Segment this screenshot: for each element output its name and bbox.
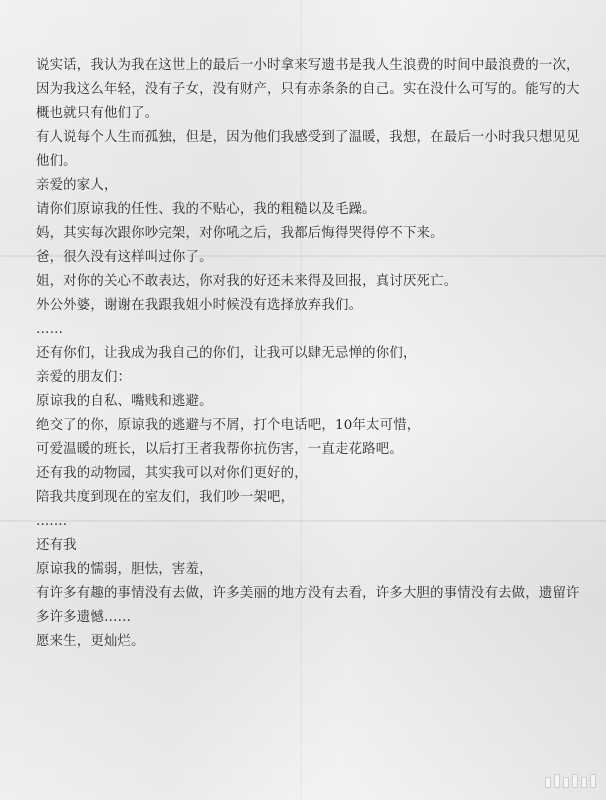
letter-line: 绝交了的你，原谅我的逃避与不屑，打个电话吧，10年太可惜，: [36, 418, 421, 433]
letter-line: 因为我这么年轻，没有子女，没有财产，只有赤条条的自己。实在没什么可写的。能写的大: [36, 82, 580, 97]
letter-line: 陪我共度到现在的室友们，我们吵一架吧，: [36, 490, 295, 505]
letter-line: ……: [36, 322, 64, 337]
letter-line: 原谅我的自私、嘴贱和逃避。: [36, 394, 213, 409]
watermark-bar: [581, 777, 587, 788]
letter-line: 姐，对你的关心不敢表达，你对我的好还未来得及回报，真讨厌死亡。: [36, 274, 458, 289]
letter-line: 外公外婆，谢谢在我跟我姐小时候没有选择放弃我们。: [36, 298, 363, 313]
letter-line: 妈，其实每次跟你吵完架，对你吼之后，我都后悔得哭得停不下来。: [36, 226, 444, 241]
letter-line: 概也就只有他们了。: [36, 106, 159, 121]
letter-line: 亲爱的家人，: [36, 178, 118, 193]
letter-line: 说实话，我认为我在这世上的最后一小时拿来写遗书是我人生浪费的时间中最浪费的一次，: [36, 58, 580, 73]
watermark-bar: [563, 777, 569, 788]
letter-line: 愿来生，更灿烂。: [36, 634, 145, 649]
letter-line: 请你们原谅我的任性、我的不贴心，我的粗糙以及毛躁。: [36, 202, 376, 217]
letter-line: 有人说每个人生而孤独，但是，因为他们我感受到了温暖，我想，在最后一小时我只想见见: [36, 130, 580, 145]
letter-line: 还有我的动物园，其实我可以对你们更好的，: [36, 466, 308, 481]
letter-line: 多许多遗憾……: [36, 610, 132, 625]
letter-line: 原谅我的懦弱，胆怯，害羞，: [36, 562, 213, 577]
letter-line: 亲爱的朋友们：: [36, 370, 132, 385]
letter-line: 他们。: [36, 154, 77, 169]
watermark-bar: [590, 774, 596, 788]
watermark-bar: [554, 774, 560, 788]
letter-line: 可爱温暖的班长，以后打王者我帮你抗伤害，一直走花路吧。: [36, 442, 403, 457]
watermark-bar: [545, 777, 551, 788]
letter-line: 爸，很久没有这样叫过你了。: [36, 250, 213, 265]
watermark-logo: [545, 774, 596, 788]
letter-line: 有许多有趣的事情没有去做，许多美丽的地方没有去看，许多大胆的事情没有去做，遗留许: [36, 586, 580, 601]
letter-line: 还有我: [36, 538, 77, 553]
letter-line: .......: [36, 514, 68, 529]
letter-line: 还有你们，让我成为我自己的你们，让我可以肆无忌惮的你们，: [36, 346, 417, 361]
watermark-bar: [572, 774, 578, 788]
